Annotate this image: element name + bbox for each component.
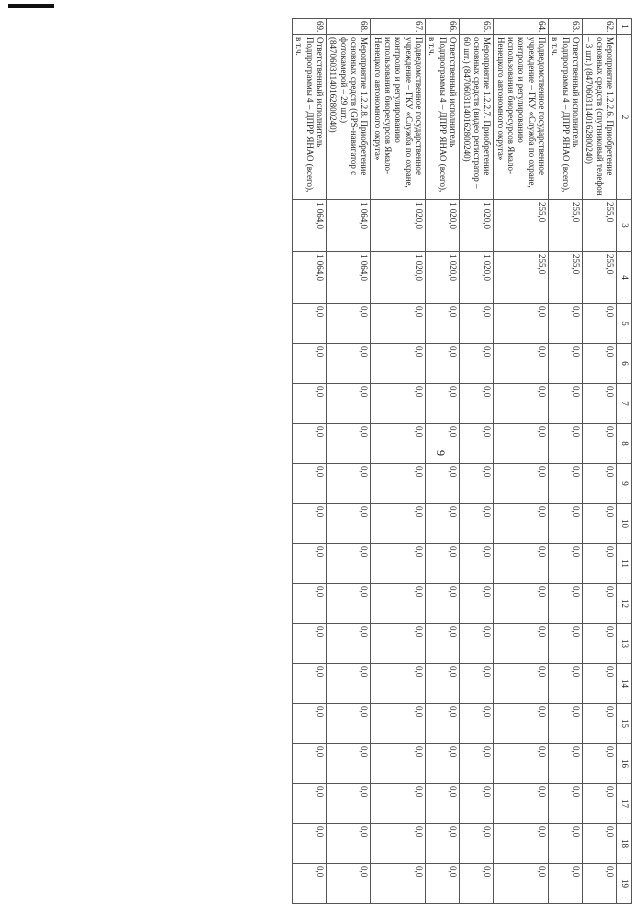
row-value: 0,0: [582, 384, 616, 424]
row-total: 1 020,0: [371, 200, 426, 252]
row-value: 0,0: [494, 384, 549, 424]
row-number: 69.: [293, 19, 327, 35]
row-value: 0,0: [327, 544, 371, 584]
column-header: 3: [617, 200, 632, 252]
row-value: 0,0: [494, 504, 549, 544]
row-value: 0,0: [582, 624, 616, 664]
row-value: 0,0: [494, 584, 549, 624]
row-description: Подведомственное государственное учреждение – ГКУ «Служба по охране, контролю и регулированию использования биоресурсов Ямало-Ненецкого автономного округа»: [494, 35, 549, 200]
row-number: 67.: [371, 19, 426, 35]
row-value: 0,0: [293, 864, 327, 904]
row-value: 0,0: [426, 864, 460, 904]
table-row: [371, 19, 426, 904]
column-header: 4: [617, 252, 632, 304]
top-rule: [8, 4, 54, 8]
row-value: 0,0: [582, 344, 616, 384]
row-value: 0,0: [293, 744, 327, 784]
row-value: 0,0: [293, 304, 327, 344]
table-row: [548, 19, 582, 904]
row-value: 0,0: [548, 784, 582, 824]
row-value: 0,0: [426, 704, 460, 744]
row-value: 0,0: [293, 624, 327, 664]
row-value: 1 064,0: [293, 252, 327, 304]
row-value: 1 064,0: [327, 252, 371, 304]
row-total: 1 020,0: [426, 200, 460, 252]
row-value: 0,0: [426, 544, 460, 584]
row-total: 1 064,0: [327, 200, 371, 252]
column-header: 14: [617, 664, 632, 704]
row-value: 0,0: [293, 664, 327, 704]
row-value: 0,0: [582, 864, 616, 904]
row-value: 0,0: [293, 824, 327, 864]
row-value: 0,0: [371, 304, 426, 344]
row-value: 0,0: [426, 584, 460, 624]
column-header: 19: [617, 864, 632, 904]
row-value: 0,0: [548, 864, 582, 904]
row-number: 68.: [327, 19, 371, 35]
row-value: 0,0: [582, 784, 616, 824]
row-value: 0,0: [494, 824, 549, 864]
row-value: 0,0: [460, 704, 494, 744]
column-header: 10: [617, 504, 632, 544]
row-value: 0,0: [582, 584, 616, 624]
row-value: 0,0: [371, 504, 426, 544]
row-value: 0,0: [548, 664, 582, 704]
row-value: 255,0: [582, 252, 616, 304]
row-value: 0,0: [460, 304, 494, 344]
column-header: 16: [617, 744, 632, 784]
column-header: 1: [617, 19, 632, 35]
row-value: 0,0: [426, 824, 460, 864]
row-value: 0,0: [494, 464, 549, 504]
column-header: 18: [617, 824, 632, 864]
row-value: 0,0: [460, 544, 494, 584]
row-value: 0,0: [582, 704, 616, 744]
column-header: 6: [617, 344, 632, 384]
row-total: 255,0: [548, 200, 582, 252]
row-value: 0,0: [371, 424, 426, 464]
row-description: Ответственный исполнитель Подпрограммы 4 – ДПРР ЯНАО (всего), в т.ч.: [293, 35, 327, 200]
row-number: 62.: [582, 19, 616, 35]
row-value: 0,0: [494, 304, 549, 344]
row-value: 0,0: [426, 344, 460, 384]
column-header: 17: [617, 784, 632, 824]
row-value: 0,0: [582, 544, 616, 584]
row-value: 0,0: [293, 384, 327, 424]
row-value: 0,0: [371, 544, 426, 584]
column-header: 7: [617, 384, 632, 424]
row-total: 255,0: [582, 200, 616, 252]
column-header: 13: [617, 624, 632, 664]
row-value: 0,0: [548, 384, 582, 424]
row-value: 0,0: [327, 344, 371, 384]
row-total: 1 020,0: [460, 200, 494, 252]
row-value: 0,0: [371, 704, 426, 744]
row-value: 0,0: [494, 704, 549, 744]
row-value: 0,0: [548, 424, 582, 464]
row-value: 0,0: [548, 704, 582, 744]
row-value: 0,0: [460, 384, 494, 424]
row-description: Мероприятие 1.2.2.7. Приобретение основных средств (видео регистратор – 60 шт.) (84706031140162800240): [460, 35, 494, 200]
row-value: 0,0: [494, 344, 549, 384]
row-value: 0,0: [426, 744, 460, 784]
row-value: 0,0: [371, 584, 426, 624]
table-row: [460, 19, 494, 904]
budget-table: [292, 18, 632, 904]
header-row: [617, 19, 632, 904]
row-value: 0,0: [494, 864, 549, 904]
row-value: 0,0: [293, 464, 327, 504]
row-value: 0,0: [494, 744, 549, 784]
row-value: 1 020,0: [460, 252, 494, 304]
row-description: Ответственный исполнитель Подпрограммы 4 – ДПРР ЯНАО (всего), в т.ч.: [548, 35, 582, 200]
row-value: 0,0: [582, 424, 616, 464]
row-value: 0,0: [460, 584, 494, 624]
row-value: 0,0: [582, 664, 616, 704]
column-header: 2: [617, 35, 632, 200]
row-value: 0,0: [293, 504, 327, 544]
row-value: 0,0: [327, 584, 371, 624]
rotated-table-wrapper: [292, 18, 632, 904]
row-value: 0,0: [582, 824, 616, 864]
row-value: 0,0: [371, 384, 426, 424]
row-value: 0,0: [460, 504, 494, 544]
row-value: 0,0: [293, 704, 327, 744]
column-header: 12: [617, 584, 632, 624]
row-value: 0,0: [582, 504, 616, 544]
table-row: [426, 19, 460, 904]
row-value: 0,0: [327, 304, 371, 344]
row-value: 0,0: [327, 824, 371, 864]
column-header: 15: [617, 704, 632, 744]
table-row: [582, 19, 616, 904]
row-value: 0,0: [460, 424, 494, 464]
row-value: 0,0: [293, 584, 327, 624]
row-value: 0,0: [582, 744, 616, 784]
row-value: 0,0: [548, 544, 582, 584]
row-value: 0,0: [494, 664, 549, 704]
row-value: 0,0: [371, 864, 426, 904]
row-value: 0,0: [548, 504, 582, 544]
table-row: [494, 19, 549, 904]
row-value: 0,0: [371, 784, 426, 824]
row-value: 0,0: [548, 584, 582, 624]
row-value: 0,0: [371, 744, 426, 784]
row-value: 0,0: [460, 664, 494, 704]
table-row: [293, 19, 327, 904]
row-value: 0,0: [426, 304, 460, 344]
row-value: 1 020,0: [371, 252, 426, 304]
row-value: 0,0: [426, 384, 460, 424]
row-value: 0,0: [327, 864, 371, 904]
row-value: 0,0: [426, 624, 460, 664]
row-value: 0,0: [460, 624, 494, 664]
row-total: 255,0: [494, 200, 549, 252]
row-value: 0,0: [371, 824, 426, 864]
row-value: 255,0: [548, 252, 582, 304]
row-value: 0,0: [494, 544, 549, 584]
row-value: 0,0: [327, 464, 371, 504]
row-value: 0,0: [426, 784, 460, 824]
row-value: 0,0: [371, 664, 426, 704]
row-value: 0,0: [327, 624, 371, 664]
row-value: 0,0: [371, 624, 426, 664]
row-value: 0,0: [371, 344, 426, 384]
row-value: 0,0: [582, 304, 616, 344]
page-number: 9: [434, 450, 448, 456]
row-number: 65.: [460, 19, 494, 35]
row-value: 0,0: [327, 384, 371, 424]
row-value: 0,0: [494, 784, 549, 824]
row-value: 0,0: [426, 504, 460, 544]
row-value: 0,0: [460, 824, 494, 864]
table-body: [293, 19, 632, 904]
row-value: 0,0: [327, 704, 371, 744]
row-value: 0,0: [327, 744, 371, 784]
row-value: 0,0: [460, 864, 494, 904]
row-value: 0,0: [582, 464, 616, 504]
row-value: 255,0: [494, 252, 549, 304]
column-header: 5: [617, 304, 632, 344]
row-value: 0,0: [327, 664, 371, 704]
row-value: 0,0: [494, 624, 549, 664]
row-value: 0,0: [293, 424, 327, 464]
row-description: Ответственный исполнитель Подпрограммы 4 – ДПРР ЯНАО (всего), в т.ч.: [426, 35, 460, 200]
row-description: Подведомственное государственное учреждение – ГКУ «Служба по охране, контролю и регулированию использования биоресурсов Ямало-Ненецкого автономного округа»: [371, 35, 426, 200]
row-value: 0,0: [293, 344, 327, 384]
row-number: 66.: [426, 19, 460, 35]
row-value: 0,0: [426, 664, 460, 704]
row-number: 63.: [548, 19, 582, 35]
row-value: 0,0: [327, 784, 371, 824]
row-value: 0,0: [548, 304, 582, 344]
row-value: 0,0: [548, 744, 582, 784]
table-row: [327, 19, 371, 904]
row-number: 64.: [494, 19, 549, 35]
row-total: 1 064,0: [293, 200, 327, 252]
row-value: 0,0: [460, 464, 494, 504]
row-description: Мероприятие 1.2.2.6. Приобретение основных средств (спутниковый телефон – 3 шт.) (84706031140162800240): [582, 35, 616, 200]
column-header: 11: [617, 544, 632, 584]
row-description: Мероприятие 1.2.2.8. Приобретение основных средств (GPS-навигатор с фотокамерой – 29 шт.) (84706031140162800240): [327, 35, 371, 200]
row-value: 0,0: [327, 504, 371, 544]
row-value: 0,0: [460, 744, 494, 784]
row-value: 0,0: [548, 464, 582, 504]
row-value: 0,0: [548, 344, 582, 384]
row-value: 0,0: [293, 784, 327, 824]
row-value: 0,0: [460, 344, 494, 384]
row-value: 0,0: [494, 424, 549, 464]
row-value: 0,0: [293, 544, 327, 584]
row-value: 0,0: [426, 424, 460, 464]
row-value: 0,0: [548, 824, 582, 864]
column-header: 8: [617, 424, 632, 464]
row-value: 0,0: [327, 424, 371, 464]
column-header: 9: [617, 464, 632, 504]
row-value: 1 020,0: [426, 252, 460, 304]
row-value: 0,0: [460, 784, 494, 824]
row-value: 0,0: [371, 464, 426, 504]
row-value: 0,0: [426, 464, 460, 504]
row-value: 0,0: [548, 624, 582, 664]
